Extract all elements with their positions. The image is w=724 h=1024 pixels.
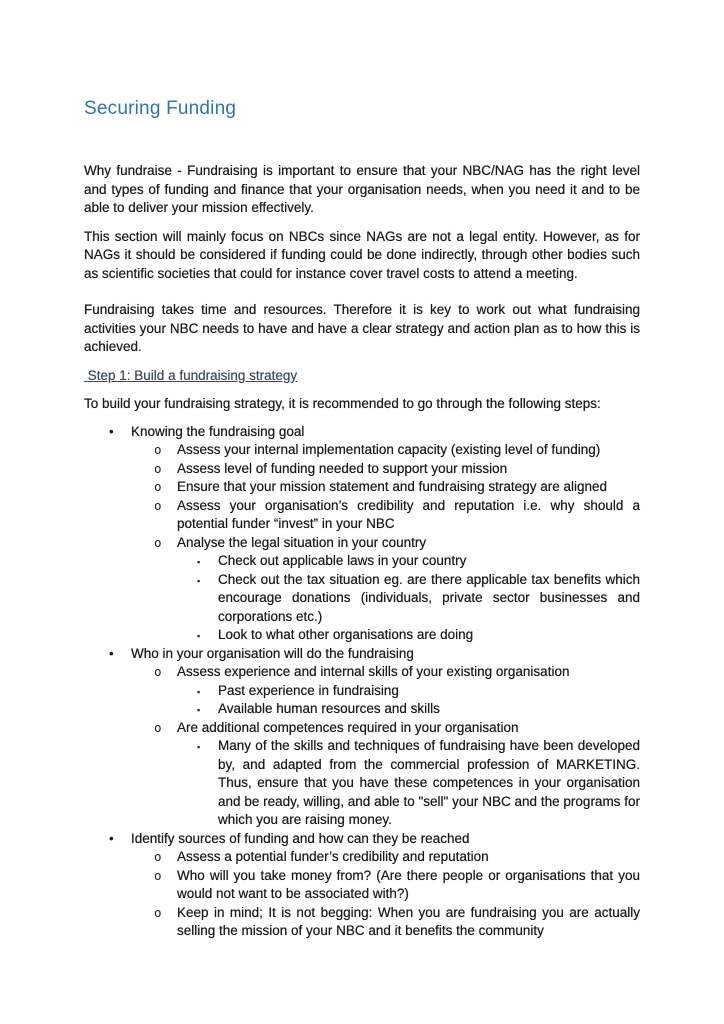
list-item-text: Many of the skills and techniques of fundraising have been developed by, and adapted from the commercial profession of MARKETING. Thus, ensure that you have these competences in your organisation and be ready, willing, and able to "sell" your NBC and the programs for which you are raising money. bbox=[218, 738, 640, 827]
list-item-text: Check out the tax situation eg. are there applicable tax benefits which encourage donations (individuals, private sector businesses and corporations etc.) bbox=[218, 571, 640, 624]
list-item-level-2 bbox=[84, 497, 640, 534]
list-item-text: Assess a potential funder’s credibility and reputation bbox=[177, 849, 489, 864]
fundraising-steps-list bbox=[84, 423, 640, 941]
list-item-level-2 bbox=[84, 904, 640, 941]
step-1-heading: Step 1: Build a fundraising strategy bbox=[84, 367, 298, 383]
bullet-circle-icon: o bbox=[154, 479, 162, 494]
paragraph-why-fundraise: Why fundraise - Fundraising is important to ensure that your NBC/NAG has the right level and types of funding and finance that your organisation needs, when you need it and to be able to deliver your mission effectively. bbox=[84, 163, 640, 215]
list-item-level-3 bbox=[84, 626, 640, 645]
bullet-square-icon: ▪ bbox=[197, 686, 201, 697]
bullet-circle-icon: o bbox=[154, 664, 162, 679]
list-item-level-1 bbox=[84, 423, 640, 442]
list-item-level-3 bbox=[84, 571, 640, 627]
list-item-level-2 bbox=[84, 460, 640, 479]
list-item-text: Assess your organisation’s credibility and reputation i.e. why should a potential funder “invest” in your NBC bbox=[177, 497, 640, 531]
list-item-level-3 bbox=[84, 552, 640, 571]
bullet-circle-icon: o bbox=[154, 867, 162, 883]
list-item-level-1 bbox=[84, 830, 640, 849]
list-item-text: Are additional competences required in your organisation bbox=[177, 719, 519, 735]
bullet-square-icon: ▪ bbox=[197, 631, 201, 641]
bullet-square-icon: ▪ bbox=[197, 742, 201, 752]
list-item-level-2 bbox=[84, 867, 640, 904]
list-item-level-3 bbox=[84, 682, 640, 701]
list-item-text: Available human resources and skills bbox=[218, 701, 440, 716]
bullet-circle-icon: o bbox=[154, 442, 162, 457]
list-item-level-1 bbox=[84, 645, 640, 664]
list-item-level-3 bbox=[84, 700, 640, 719]
list-item-text: Keep in mind; It is not begging: When you are fundraising you are actually selling the mission of your NBC and it benefits the community bbox=[177, 904, 640, 938]
paragraph-time-resources: Fundraising takes time and resources. Therefore it is key to work out what fundraising activities your NBC needs to have and have a clear strategy and action plan as to how this is achieved. bbox=[84, 302, 640, 354]
bullet-circle-icon: o bbox=[154, 460, 162, 476]
list-item-text: Check out applicable laws in your country bbox=[218, 553, 467, 568]
bullet-square-icon: ▪ bbox=[197, 575, 201, 586]
bullet-square-icon: ▪ bbox=[197, 705, 201, 715]
list-item-text: Ensure that your mission statement and fundraising strategy are aligned bbox=[177, 479, 607, 494]
bullet-circle-icon: o bbox=[154, 849, 162, 864]
bullet-disc-icon: • bbox=[109, 645, 114, 661]
list-item-text: Who in your organisation will do the fundraising bbox=[131, 645, 414, 661]
intro-paragraph: To build your fundraising strategy, it is recommended to go through the following steps: bbox=[84, 396, 601, 411]
list-item-text: Identify sources of funding and how can they be reached bbox=[131, 830, 470, 846]
paragraph-section-focus: This section will mainly focus on NBCs since NAGs are not a legal entity. However, as for NAGs it should be considered if funding could be done indirectly, through other bodies such as scientific societies that could for instance cover travel costs to attend a meeting. bbox=[84, 228, 640, 281]
page-title: Securing Funding bbox=[84, 98, 237, 119]
list-item-text: Who will you take money from? (Are there people or organisations that you would not want to be associated with?) bbox=[177, 867, 640, 901]
list-item-level-3 bbox=[84, 737, 640, 830]
list-item-level-2 bbox=[84, 441, 640, 460]
list-item-level-2 bbox=[84, 663, 640, 682]
list-item-text: Assess experience and internal skills of your existing organisation bbox=[177, 664, 570, 679]
list-item-level-2 bbox=[84, 719, 640, 738]
list-item-text: Assess level of funding needed to support your mission bbox=[177, 460, 508, 476]
list-item-text: Past experience in fundraising bbox=[218, 682, 399, 698]
list-item-text: Analyse the legal situation in your country bbox=[177, 534, 427, 550]
list-item-text: Assess your internal implementation capacity (existing level of funding) bbox=[177, 442, 601, 457]
bullet-circle-icon: o bbox=[154, 719, 162, 735]
list-item-level-2 bbox=[84, 478, 640, 497]
bullet-circle-icon: o bbox=[154, 534, 162, 550]
bullet-circle-icon: o bbox=[154, 497, 162, 513]
bullet-circle-icon: o bbox=[154, 904, 162, 920]
bullet-square-icon: ▪ bbox=[197, 557, 201, 567]
bullet-disc-icon: • bbox=[109, 423, 114, 439]
list-item-text: Knowing the fundraising goal bbox=[131, 423, 305, 439]
bullet-disc-icon: • bbox=[109, 830, 114, 846]
list-item-level-2 bbox=[84, 534, 640, 553]
list-item-text: Look to what other organisations are doing bbox=[218, 627, 474, 642]
list-item-level-2 bbox=[84, 848, 640, 867]
